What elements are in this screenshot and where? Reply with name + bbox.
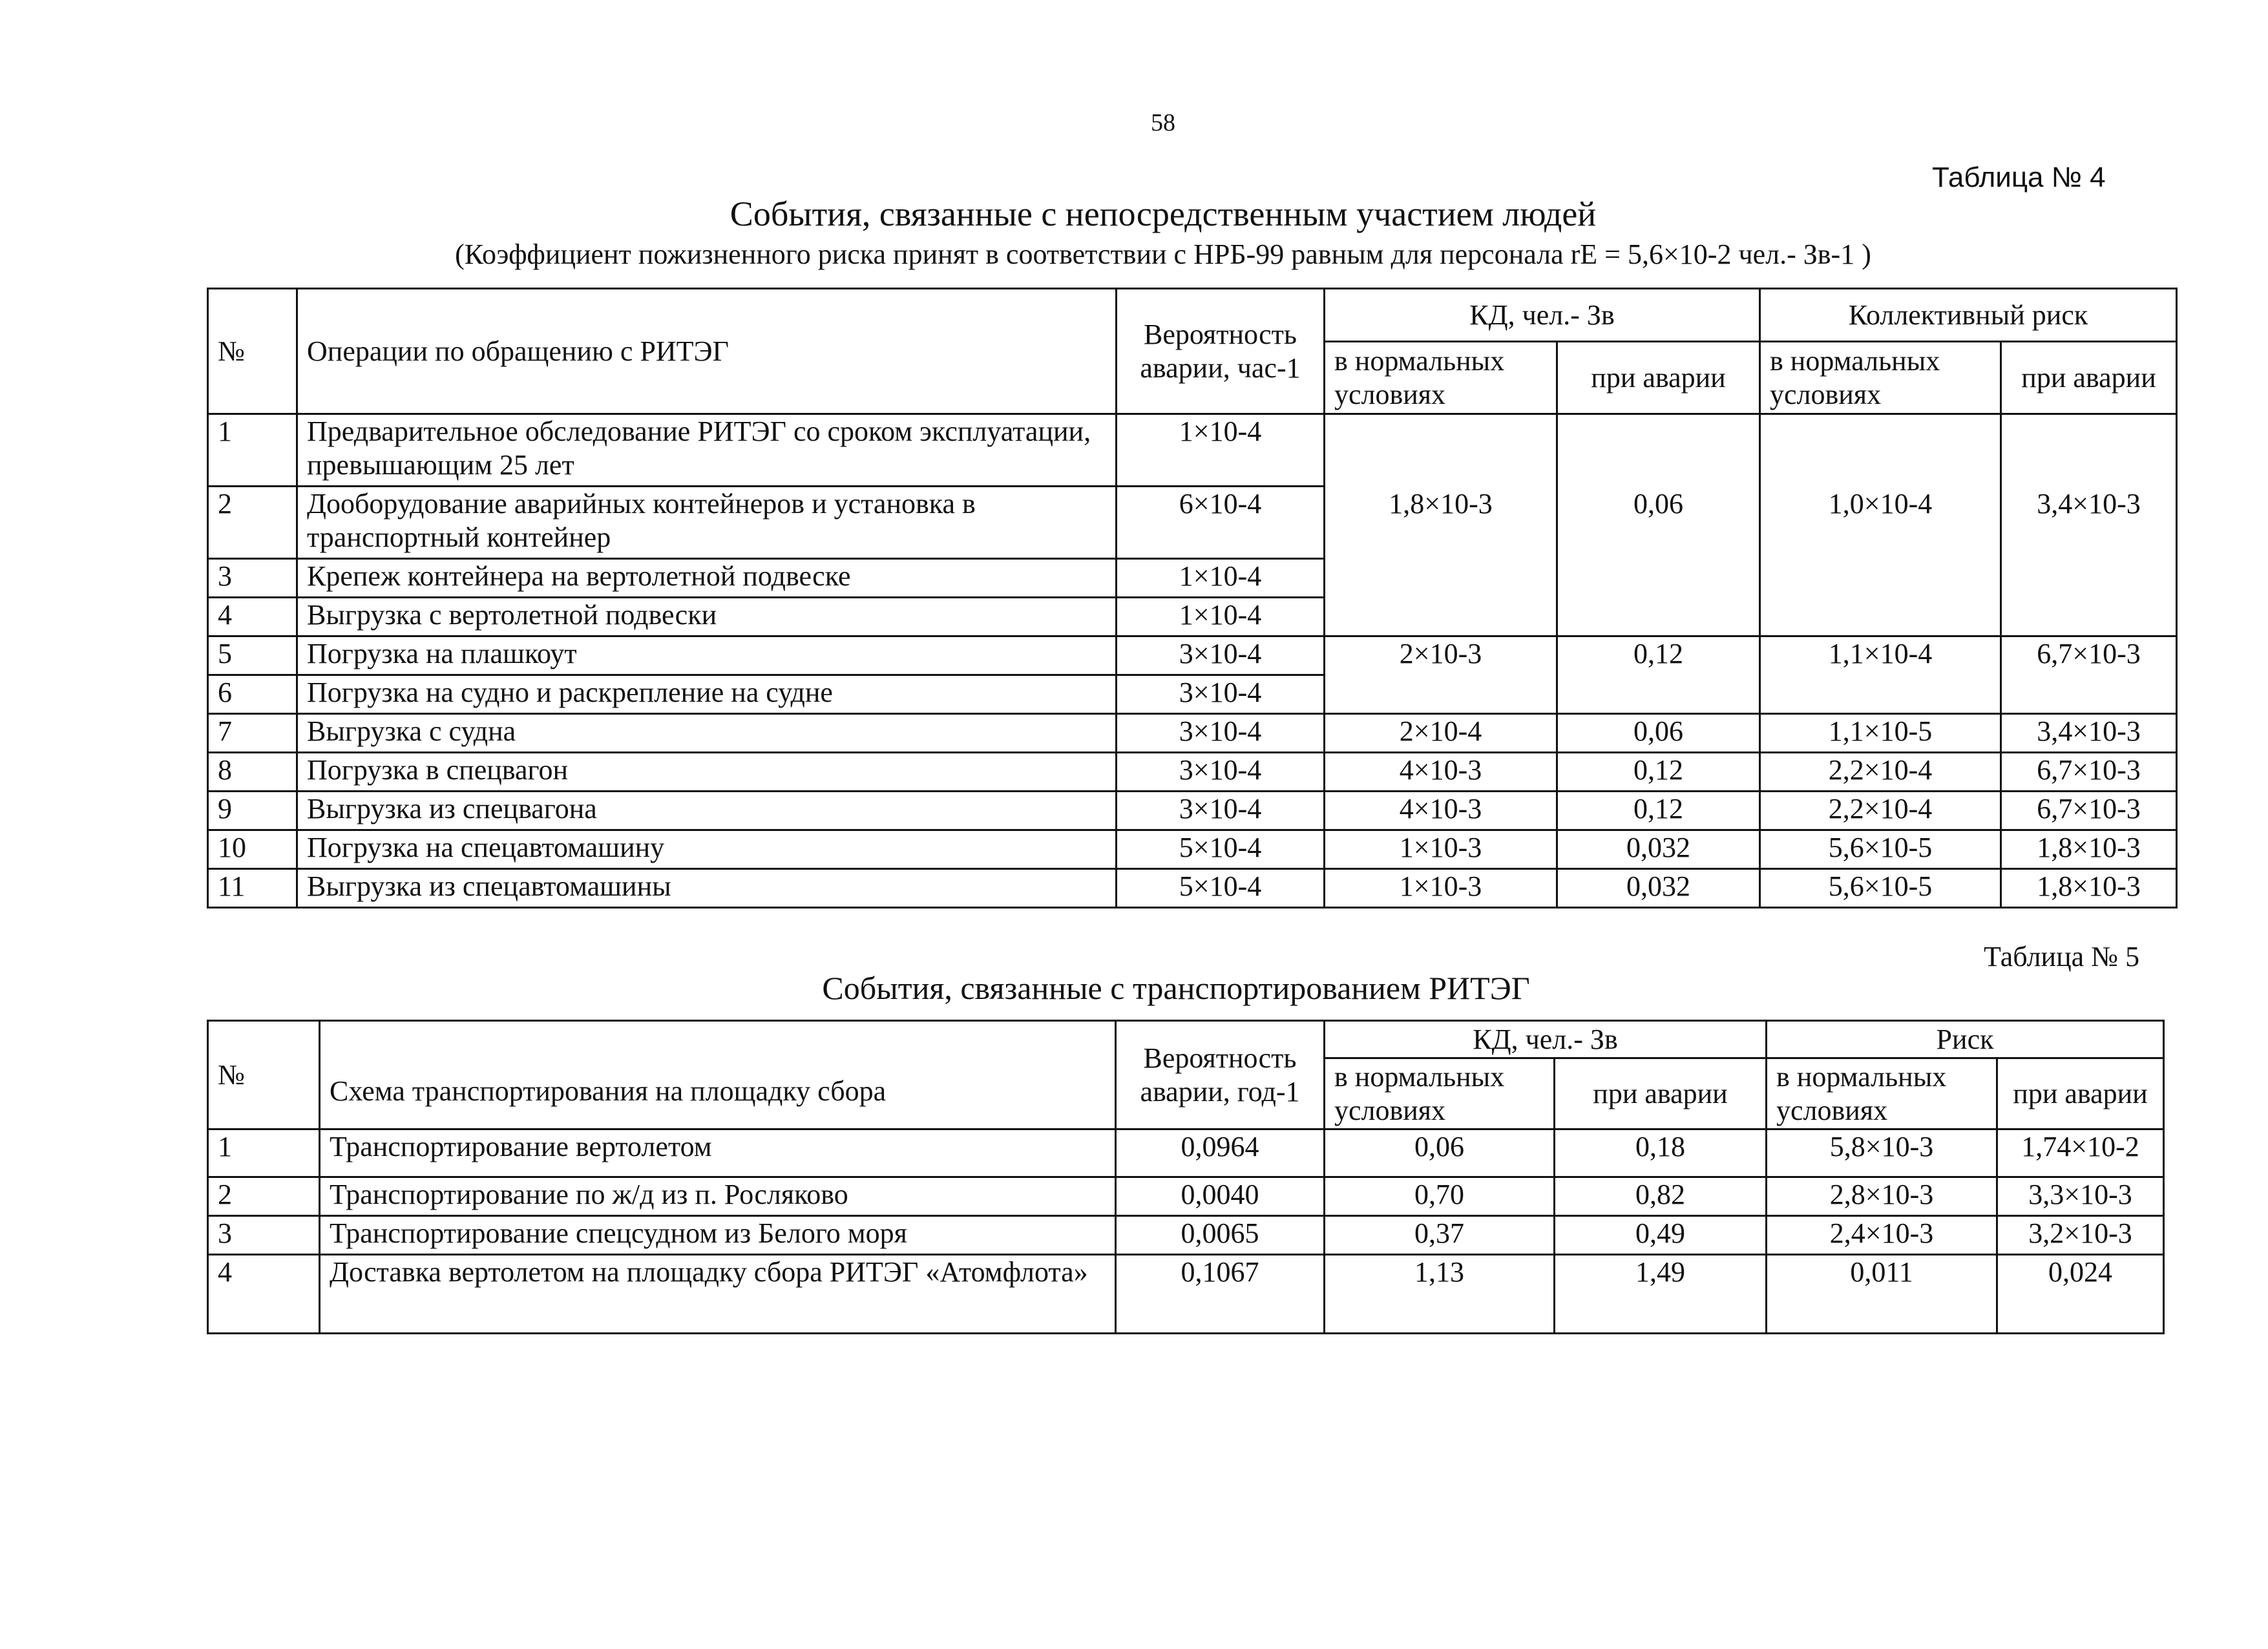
risk-accident: 0,024 [1997, 1255, 2164, 1334]
risk-normal-group-1-4: 1,0×10-4 [1760, 414, 2001, 636]
kd-accident: 0,032 [1557, 869, 1760, 908]
risk-accident-group-1-4: 3,4×10-3 [2001, 414, 2177, 636]
operation: Погрузка на судно и раскрепление на судне [297, 675, 1117, 714]
t5-header-risk: Риск [1767, 1021, 2164, 1058]
risk-normal: 1,1×10-5 [1760, 714, 2001, 753]
kd-normal: 0,06 [1325, 1129, 1555, 1177]
kd-normal: 2×10-4 [1325, 714, 1557, 753]
scheme: Транспортирование спецсудном из Белого моря [320, 1216, 1116, 1255]
row-num: 11 [208, 869, 297, 908]
kd-normal-group-1-4: 1,8×10-3 [1325, 414, 1557, 636]
operation: Погрузка на плашкоут [297, 636, 1117, 675]
operation: Крепеж контейнера на вертолетной подвеске [297, 559, 1117, 598]
t4-header-num: № [208, 289, 297, 414]
risk-accident-group-5-6: 6,7×10-3 [2001, 636, 2177, 714]
scheme: Транспортирование по ж/д из п. Росляково [320, 1177, 1116, 1216]
table4 [207, 288, 2178, 909]
risk-normal: 5,6×10-5 [1760, 830, 2001, 869]
table-row [208, 1255, 2164, 1334]
page-number: 58 [1151, 109, 1175, 136]
t5-header-num: № [208, 1021, 320, 1129]
risk-normal: 5,8×10-3 [1767, 1129, 1997, 1177]
kd-normal: 0,37 [1325, 1216, 1555, 1255]
operation: Выгрузка с судна [297, 714, 1117, 753]
probability: 1×10-4 [1117, 598, 1325, 636]
t4-header-kd-normal: в нормальных условиях [1325, 342, 1557, 414]
t5-header-risk-normal: в нормальных условиях [1767, 1058, 1997, 1129]
table5 [207, 1020, 2165, 1334]
t4-header-probability: Вероятность аварии, час-1 [1117, 289, 1325, 414]
kd-normal: 0,70 [1325, 1177, 1555, 1216]
kd-normal: 4×10-3 [1325, 792, 1557, 830]
probability: 3×10-4 [1117, 753, 1325, 792]
row-num: 3 [208, 559, 297, 598]
kd-accident: 1,49 [1555, 1255, 1767, 1334]
probability: 3×10-4 [1117, 714, 1325, 753]
table-row [208, 792, 2177, 830]
kd-accident: 0,49 [1555, 1216, 1767, 1255]
kd-accident-group-1-4: 0,06 [1557, 414, 1760, 636]
kd-accident: 0,82 [1555, 1177, 1767, 1216]
row-num: 10 [208, 830, 297, 869]
risk-accident: 6,7×10-3 [2001, 753, 2177, 792]
table5-label: Таблица № 5 [1984, 941, 2140, 972]
scheme: Транспортирование вертолетом [320, 1129, 1116, 1177]
kd-normal-group-5-6: 2×10-3 [1325, 636, 1557, 714]
row-num: 3 [208, 1216, 320, 1255]
table-row [208, 869, 2177, 908]
table4-title: События, связанные с непосредственным участием людей [730, 194, 1597, 233]
t5-header-kd: КД, чел.- Зв [1325, 1021, 1767, 1058]
row-num: 5 [208, 636, 297, 675]
kd-accident-group-5-6: 0,12 [1557, 636, 1760, 714]
operation: Предварительное обследование РИТЭГ со сроком эксплуатации, превышающим 25 лет [297, 414, 1117, 487]
risk-accident: 3,4×10-3 [2001, 714, 2177, 753]
probability: 1×10-4 [1117, 414, 1325, 487]
risk-normal: 0,011 [1767, 1255, 1997, 1334]
row-num: 8 [208, 753, 297, 792]
probability: 0,0040 [1116, 1177, 1325, 1216]
risk-normal: 5,6×10-5 [1760, 869, 2001, 908]
risk-normal-group-5-6: 1,1×10-4 [1760, 636, 2001, 714]
t4-header-operations: Операции по обращению с РИТЭГ [297, 289, 1117, 414]
table-row [208, 830, 2177, 869]
probability: 3×10-4 [1117, 675, 1325, 714]
t4-header-risk-normal: в нормальных условиях [1760, 342, 2001, 414]
probability: 6×10-4 [1117, 487, 1325, 559]
row-num: 2 [208, 1177, 320, 1216]
risk-accident: 1,8×10-3 [2001, 869, 2177, 908]
operation: Погрузка на спецавтомашину [297, 830, 1117, 869]
table-row [208, 753, 2177, 792]
probability: 5×10-4 [1117, 869, 1325, 908]
row-num: 1 [208, 414, 297, 487]
risk-accident: 1,74×10-2 [1997, 1129, 2164, 1177]
operation: Выгрузка из спецвагона [297, 792, 1117, 830]
operation: Выгрузка из спецавтомашины [297, 869, 1117, 908]
row-num: 4 [208, 1255, 320, 1334]
probability: 0,0065 [1116, 1216, 1325, 1255]
kd-accident: 0,18 [1555, 1129, 1767, 1177]
kd-normal: 1×10-3 [1325, 830, 1557, 869]
t4-header-kd-accident: при аварии [1557, 342, 1760, 414]
table-row [208, 636, 2177, 675]
risk-normal: 2,8×10-3 [1767, 1177, 1997, 1216]
row-num: 7 [208, 714, 297, 753]
probability: 3×10-4 [1117, 636, 1325, 675]
risk-normal: 2,2×10-4 [1760, 753, 2001, 792]
t4-header-collective-risk: Коллективный риск [1760, 289, 2177, 342]
t4-header-risk-accident: при аварии [2001, 342, 2177, 414]
operation: Выгрузка с вертолетной подвески [297, 598, 1117, 636]
table-row [208, 414, 2177, 487]
kd-accident: 0,12 [1557, 753, 1760, 792]
t4-header-kd: КД, чел.- Зв [1325, 289, 1760, 342]
t5-header-kd-accident: при аварии [1555, 1058, 1767, 1129]
risk-accident: 3,3×10-3 [1997, 1177, 2164, 1216]
table5-title: События, связанные с транспортированием РИТЭГ [822, 970, 1530, 1006]
t5-header-probability: Вероятность аварии, год-1 [1116, 1021, 1325, 1129]
risk-normal: 2,4×10-3 [1767, 1216, 1997, 1255]
t5-header-risk-accident: при аварии [1997, 1058, 2164, 1129]
kd-accident: 0,032 [1557, 830, 1760, 869]
table4-subtitle: (Коэффициент пожизненного риска принят в соответствии с НРБ-99 равным для персонала rE = 5,6×10-2 чел.- Зв-1 ) [455, 238, 1871, 270]
risk-normal: 2,2×10-4 [1760, 792, 2001, 830]
row-num: 4 [208, 598, 297, 636]
probability: 3×10-4 [1117, 792, 1325, 830]
table4-label: Таблица № 4 [1932, 162, 2106, 193]
probability: 5×10-4 [1117, 830, 1325, 869]
probability: 0,1067 [1116, 1255, 1325, 1334]
risk-accident: 1,8×10-3 [2001, 830, 2177, 869]
row-num: 9 [208, 792, 297, 830]
operation: Погрузка в спецвагон [297, 753, 1117, 792]
operation: Дооборудование аварийных контейнеров и установка в транспортный контейнер [297, 487, 1117, 559]
kd-normal: 1×10-3 [1325, 869, 1557, 908]
table-row [208, 1177, 2164, 1216]
risk-accident: 6,7×10-3 [2001, 792, 2177, 830]
probability: 1×10-4 [1117, 559, 1325, 598]
scheme: Доставка вертолетом на площадку сбора РИТЭГ «Атомфлота» [320, 1255, 1116, 1334]
table-row [208, 714, 2177, 753]
kd-normal: 1,13 [1325, 1255, 1555, 1334]
kd-accident: 0,12 [1557, 792, 1760, 830]
table-row [208, 1216, 2164, 1255]
row-num: 2 [208, 487, 297, 559]
t5-header-kd-normal: в нормальных условиях [1325, 1058, 1555, 1129]
row-num: 6 [208, 675, 297, 714]
table-row [208, 1129, 2164, 1177]
kd-accident: 0,06 [1557, 714, 1760, 753]
risk-accident: 3,2×10-3 [1997, 1216, 2164, 1255]
kd-normal: 4×10-3 [1325, 753, 1557, 792]
row-num: 1 [208, 1129, 320, 1177]
t5-header-scheme: Схема транспортирования на площадку сбора [320, 1021, 1116, 1129]
probability: 0,0964 [1116, 1129, 1325, 1177]
